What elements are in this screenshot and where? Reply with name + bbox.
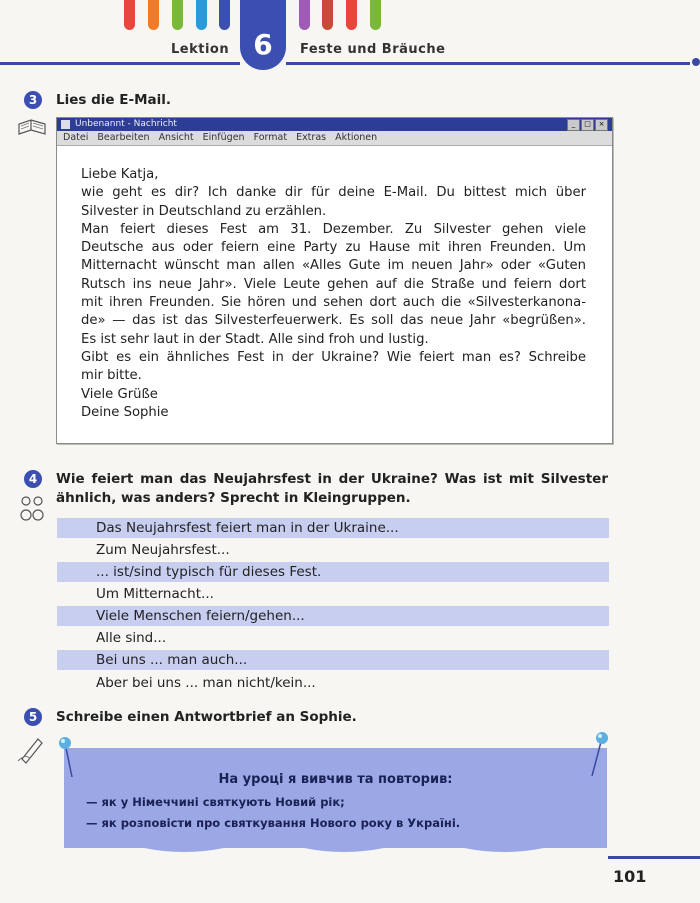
lesson-number-badge: 6 [240,0,286,70]
prompt-row: Viele Menschen feiern/gehen... [57,606,609,626]
email-line: Es ist sehr laut in der Stadt. Alle sind froh und lustig. [81,331,429,347]
minimize-icon[interactable]: _ [567,119,580,131]
email-line: Viele Grüße [81,386,158,402]
color-tab [196,0,207,30]
email-titlebar [57,118,612,131]
task-4-number: 4 [24,470,42,488]
email-body [81,166,586,422]
email-line: wie geht es dir? Ich danke dir für deine E-Mail. Du bittest mich über [81,185,586,201]
prompt-row: Zum Neujahrsfest... [96,542,230,558]
prompt-row: Alle sind... [96,630,167,646]
menu-ansicht[interactable]: Ansicht [158,132,194,143]
summary-item: — як у Німеччині святкують Новий рік; [86,795,345,809]
prompt-row: Aber bei uns ... man nicht/kein... [96,675,316,691]
task-4-instruction-line2: ähnlich, was anders? Sprecht in Kleingruppen. [56,490,411,506]
task-3-number: 3 [24,91,42,109]
message-icon [61,120,70,129]
menu-datei[interactable]: Datei [63,132,89,143]
pen-writing-icon [16,733,46,765]
footer-rule [608,856,700,859]
email-line: mit ihren Freunden. Sie hören und sehen dort auch die «Silvesterkanona- [81,295,586,311]
color-tab [299,0,310,30]
menu-extras[interactable]: Extras [296,132,327,143]
task-4-instruction-line1: Wie feiert man das Neujahrsfest in der Ukraine? Was ist mit Silvester [56,471,608,487]
task-5-number: 5 [24,708,42,726]
prompt-row: Um Mitternacht... [96,586,214,602]
pin-right-icon [586,730,610,780]
color-tab [219,0,230,30]
menu-format[interactable]: Format [253,132,288,143]
email-line: Liebe Katja, [81,167,159,182]
email-line: Gibt es ein ähnliches Fest in der Ukraine? Wie feiert man es? Schreibe [81,349,586,365]
header-rule-dot [692,58,700,66]
window-controls [567,119,608,131]
task-5-instruction: Schreibe einen Antwortbrief an Sophie. [56,709,357,725]
color-tab [370,0,381,30]
task-3-instruction: Lies die E-Mail. [56,92,172,108]
color-tab [148,0,159,30]
close-icon[interactable]: × [595,119,608,131]
email-line: Man feiert dieses Fest am 31. Dezember. Zu Silvester gehen viele [81,221,586,237]
pin-left-icon [58,735,78,780]
email-line: Deutsche aus oder feiern eine Party zu Hause mit ihren Freunden. Um [81,240,586,256]
color-tab [322,0,333,30]
lesson-topic: Feste und Bräuche [300,42,446,57]
menu-aktionen[interactable]: Aktionen [335,132,378,143]
color-tab [124,0,135,30]
group-talk-icon [18,493,46,525]
color-tab [346,0,357,30]
summary-note [64,748,607,848]
note-torn-edge [64,836,607,856]
summary-item: — як розповісти про святкування Нового року в Україні. [86,816,461,830]
lektion-label: Lektion [171,42,230,57]
email-line: de» — das ist das Silvesterfeuerwerk. Es soll das neue Jahr «begrüßen». [81,313,586,329]
menu-einfuegen[interactable]: Einfügen [202,132,245,143]
header-rule-left [0,62,240,65]
email-line: Mitternacht wünscht man allen «Alles Gute im neuen Jahr» oder «Guten [81,258,586,274]
email-line: Silvester in Deutschland zu erzählen. [81,203,327,219]
color-tab [172,0,183,30]
page-number: 101 [613,867,647,886]
maximize-icon[interactable]: □ [581,119,594,131]
email-line: Deine Sophie [81,404,169,420]
email-line: mir bitte. [81,368,142,384]
menu-bearbeiten[interactable]: Bearbeiten [97,132,150,143]
email-menubar [57,131,612,146]
email-window [56,117,613,444]
email-line: Rutsch ins neue Jahr». Viele Leute gehen auf die Straße und feiern dort [81,276,586,292]
email-window-title: Unbenannt - Nachricht [75,119,177,129]
open-book-icon [17,118,47,138]
prompt-row: ... ist/sind typisch für dieses Fest. [57,562,609,582]
header-rule-right [286,62,690,65]
prompt-row: Bei uns ... man auch... [57,650,609,670]
summary-title: На уроці я вивчив та повторив: [218,772,453,787]
prompt-row: Das Neujahrsfest feiert man in der Ukraine... [57,518,609,538]
